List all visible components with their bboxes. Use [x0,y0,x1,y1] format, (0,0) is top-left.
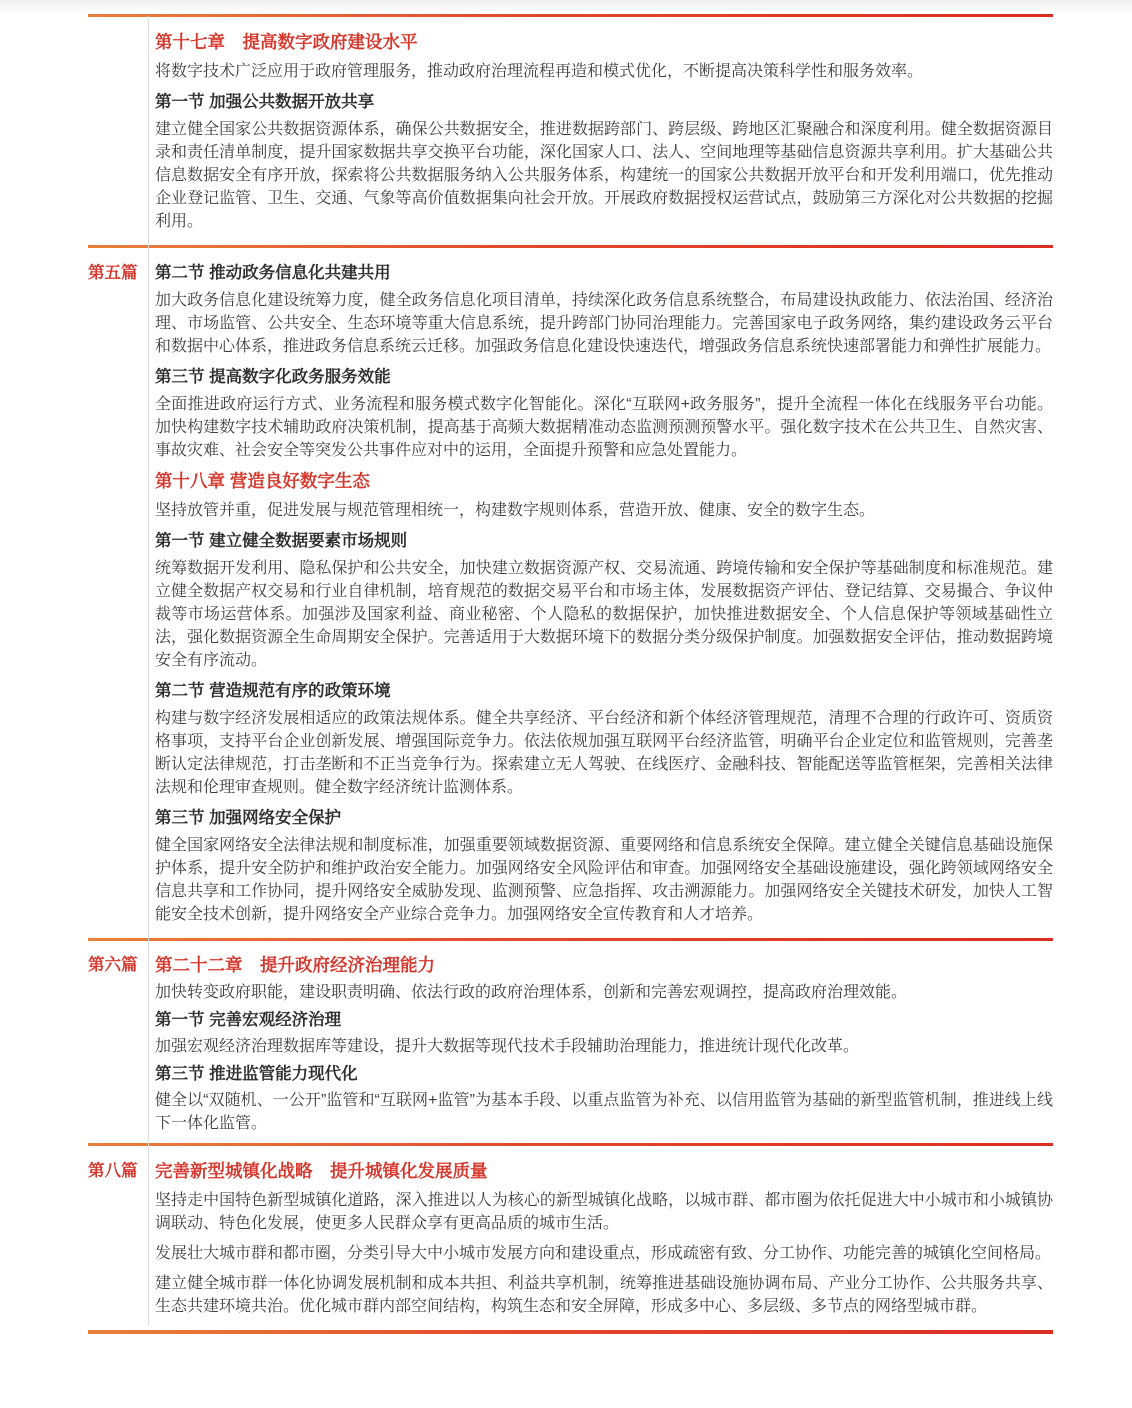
chapter-title: 完善新型城镇化战略 提升城镇化发展质量 [155,1161,488,1181]
part-label: 第五篇 [88,264,138,282]
paragraph: 建立健全国家公共数据资源体系，确保公共数据安全，推进数据跨部门、跨层级、跨地区汇聚融合和深度利用。健全数据资源目录和责任清单制度，提升国家数据共享交换平台功能，深化国家人口、法人、空间地理等基础信息资源共享利用。扩大基础公共信息数据安全有序开放，探索将公共数据服务纳入公共服务体系，构建统一的国家公共数据开放平台和开发利用端口，优先推动企业登记监管、卫生、交通、气象等高价值数据集向社会开放。开展政府数据授权运营试点，鼓励第三方深化对公共数据的挖掘利用。 [155,121,1053,230]
paragraph: 将数字技术广泛应用于政府管理服务，推动政府治理流程再造和模式优化，不断提高决策科学性和服务效率。 [155,63,924,80]
section-heading: 第三节 推进监管能力现代化 [155,1065,358,1083]
part-label-cell [88,1160,148,1183]
paragraph: 发展壮大城市群和都市圈，分类引导大中小城市发展方向和建设重点，形成疏密有致、分工协作、功能完善的城镇化空间格局。 [155,1245,1052,1262]
document-section-part5 [0,248,1132,938]
section-heading: 第二节 营造规范有序的政策环境 [155,682,391,700]
paragraph: 加大政务信息化建设统筹力度，健全政务信息化项目清单，持续深化政务信息系统整合，布局建设执政能力、依法治国、经济治理、市场监管、公共安全、生态环境等重大信息系统，提升跨部门协同治理能力。完善国家电子政务网络，集约建设政务云平台和数据中心体系，推进政务信息系统云迁移。加强政务信息化建设快速迭代，增强政务信息系统快速部署能力和弹性扩展能力。 [155,292,1053,355]
part-label: 第八篇 [88,1162,138,1180]
section-content [148,954,1053,1140]
section-heading: 第二节 推动政务信息化共建共用 [155,264,391,282]
part-label-cell [88,954,148,977]
section-heading: 第一节 加强公共数据开放共享 [155,93,375,111]
paragraph: 统筹数据开发利用、隐私保护和公共安全，加快建立数据资源产权、交易流通、跨境传输和安全保护等基础制度和标准规范。建立健全数据产权交易和行业自律机制，培育规范的数据交易平台和市场主体，发展数据资产评估、登记结算、交易撮合、争议仲裁等市场运营体系。加强涉及国家利益、商业秘密、个人隐私的数据保护，加快推进数据安全、个人信息保护等领域基础性立法，强化数据资源全生命周期安全保护。完善适用于大数据环境下的数据分类分级保护制度。加强数据安全评估，推动数据跨境安全有序流动。 [155,560,1053,669]
paragraph: 加强宏观经济治理数据库等建设，提升大数据等现代技术手段辅助治理能力，推进统计现代化改革。 [155,1038,860,1055]
section-content [148,31,1053,240]
section-heading: 第一节 完善宏观经济治理 [155,1011,342,1029]
vertical-divider [148,16,149,1326]
separator-line-bottom [88,1330,1053,1334]
document-section-part8 [0,1146,1132,1330]
chapter-title: 第二十二章 提升政府经济治理能力 [155,955,435,975]
paragraph: 构建与数字经济发展相适应的政策法规体系。健全共享经济、平台经济和新个体经济管理规范，清理不合理的行政许可、资质资格事项，支持平台企业创新发展、增强国际竞争力。依法依规加强互联网平台经济监管，明确平台企业定位和监管规则，完善垄断认定法律规范，打击垄断和不正当竞争行为。探索建立无人驾驶、在线医疗、金融科技、智能配送等监管框架，完善相关法律法规和伦理审查规则。健全数字经济统计监测体系。 [155,710,1053,796]
paragraph: 健全以“双随机、一公开”监管和“互联网+监管”为基本手段、以重点监管为补充、以信用监管为基础的新型监管机制，推进线上线下一体化监管。 [155,1092,1053,1132]
chapter-title: 第十八章 营造良好数字生态 [155,471,370,491]
section-heading: 第三节 加强网络安全保护 [155,809,342,827]
document-section-part6 [0,941,1132,1143]
paragraph: 加快转变政府职能，建设职责明确、依法行政的政府治理体系，创新和完善宏观调控，提高政府治理效能。 [155,984,908,1001]
section-content [148,262,1053,933]
section-content [148,1160,1053,1325]
document-section-ch17 [0,17,1132,245]
chapter-title: 第十七章 提高数字政府建设水平 [155,32,418,52]
part-label: 第六篇 [88,956,138,974]
section-heading: 第三节 提高数字化政务服务效能 [155,368,391,386]
paragraph: 全面推进政府运行方式、业务流程和服务模式数字化智能化。深化“互联网+政务服务”，提升全流程一体化在线服务平台功能。加快构建数字技术辅助政府决策机制，提高基于高频大数据精准动态监测预测预警水平。强化数字技术在公共卫生、自然灾害、事故灾难、社会安全等突发公共事件应对中的运用，全面提升预警和应急处置能力。 [155,396,1053,459]
paragraph: 建立健全城市群一体化协调发展机制和成本共担、利益共享机制，统筹推进基础设施协调布局、产业分工协作、公共服务共享、生态共建环境共治。优化城市群内部空间结构，构筑生态和安全屏障，形成多中心、多层级、多节点的网络型城市群。 [155,1275,1053,1315]
page-top-shading [0,0,1132,13]
paragraph: 坚持放管并重，促进发展与规范管理相统一，构建数字规则体系，营造开放、健康、安全的数字生态。 [155,502,876,519]
part-label-cell [88,262,148,285]
paragraph: 健全国家网络安全法律法规和制度标准，加强重要领域数据资源、重要网络和信息系统安全保障。建立健全关键信息基础设施保护体系，提升安全防护和维护政治安全能力。加强网络安全风险评估和审查。加强网络安全基础设施建设，强化跨领域网络安全信息共享和工作协同，提升网络安全威胁发现、监测预警、应急指挥、攻击溯源能力。加强网络安全关键技术研发，加快人工智能安全技术创新，提升网络安全产业综合竞争力。加强网络安全宣传教育和人才培养。 [155,837,1053,923]
section-heading: 第一节 建立健全数据要素市场规则 [155,532,408,550]
paragraph: 坚持走中国特色新型城镇化道路，深入推进以人为核心的新型城镇化战略，以城市群、都市圈为依托促进大中小城市和小城镇协调联动、特色化发展，使更多人民群众享有更高品质的城市生活。 [155,1192,1053,1232]
